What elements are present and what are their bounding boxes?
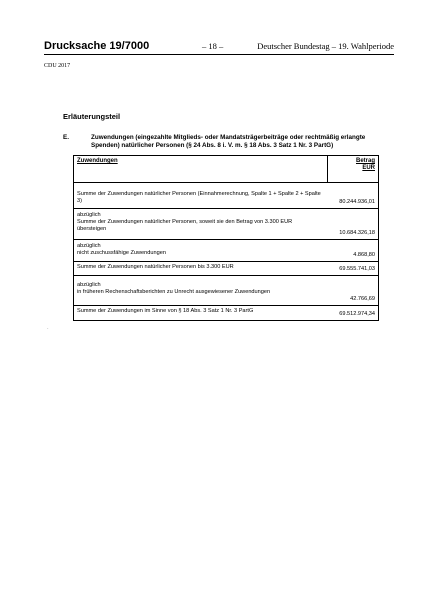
row-description: Summe der Zuwendungen natürlicher Personen, soweit sie den Betrag von 3.300 EUR übersteigen [77,219,293,232]
page-header [44,40,394,54]
table-header-row [74,156,378,183]
document-id: Drucksache 19/7000 [44,40,150,52]
table-row [74,262,378,276]
column-header-betrag-label: Betrag [355,158,375,164]
column-header-zuwendungen: Zuwendungen [77,158,118,164]
row-description: Summe der Zuwendungen im Sinne von § 18 Abs. 3 Satz 1 Nr. 3 PartG [77,308,254,314]
row-description-block [74,240,378,259]
section-title: Erläuterungsteil [63,112,121,121]
column-header-currency: EUR [362,165,375,171]
donations-table [73,155,379,321]
table-row [74,183,378,209]
table-row [74,276,378,306]
row-amount: 4.868,80 [353,252,375,258]
parliament-period: Deutscher Bundestag – 19. Wahlperiode [257,41,394,51]
party-year: CDU 2017 [44,63,71,69]
row-description-block [74,209,378,235]
row-description: Summe der Zuwendungen natürlicher Personen (Einnahmerechnung, Spalte 1 + Spalte 2 + Spalte 3) [77,191,321,204]
row-qualifier: abzüglich [77,282,101,288]
section-letter: E. [63,134,69,141]
table-row [74,306,378,320]
row-amount: 80.244.936,01 [339,199,375,205]
table-row [74,209,378,240]
row-qualifier: abzüglich [77,243,101,249]
row-amount: 69.512.974,34 [339,311,375,317]
row-amount: 69.555.741,03 [339,266,375,272]
header-rule [44,54,394,55]
row-qualifier: abzüglich [77,212,101,218]
row-description-block [74,276,378,298]
row-description: nicht zuschussfähige Zuwendungen [77,250,166,256]
table-row [74,240,378,262]
row-description: in früheren Rechenschaftsberichten zu Unrecht ausgewiesener Zuwendungen [77,289,271,295]
row-description: Summe der Zuwendungen natürlicher Personen bis 3.300 EUR [77,264,234,270]
row-amount: 10.684.326,18 [339,230,375,236]
column-header-betrag [327,156,378,182]
row-amount: 42.766,69 [350,296,375,302]
page-number: – 18 – [202,41,224,51]
section-heading: Zuwendungen (eingezahlte Mitglieds- oder Mandatsträgerbeiträge oder rechtmäßig erlangte Spenden) natürlicher Personen (§ 24 Abs. 8 i. V. m. § 18 Abs. 3 Satz 1 Nr. 3 PartG) [91,134,366,150]
margin-mark: · [47,326,49,332]
